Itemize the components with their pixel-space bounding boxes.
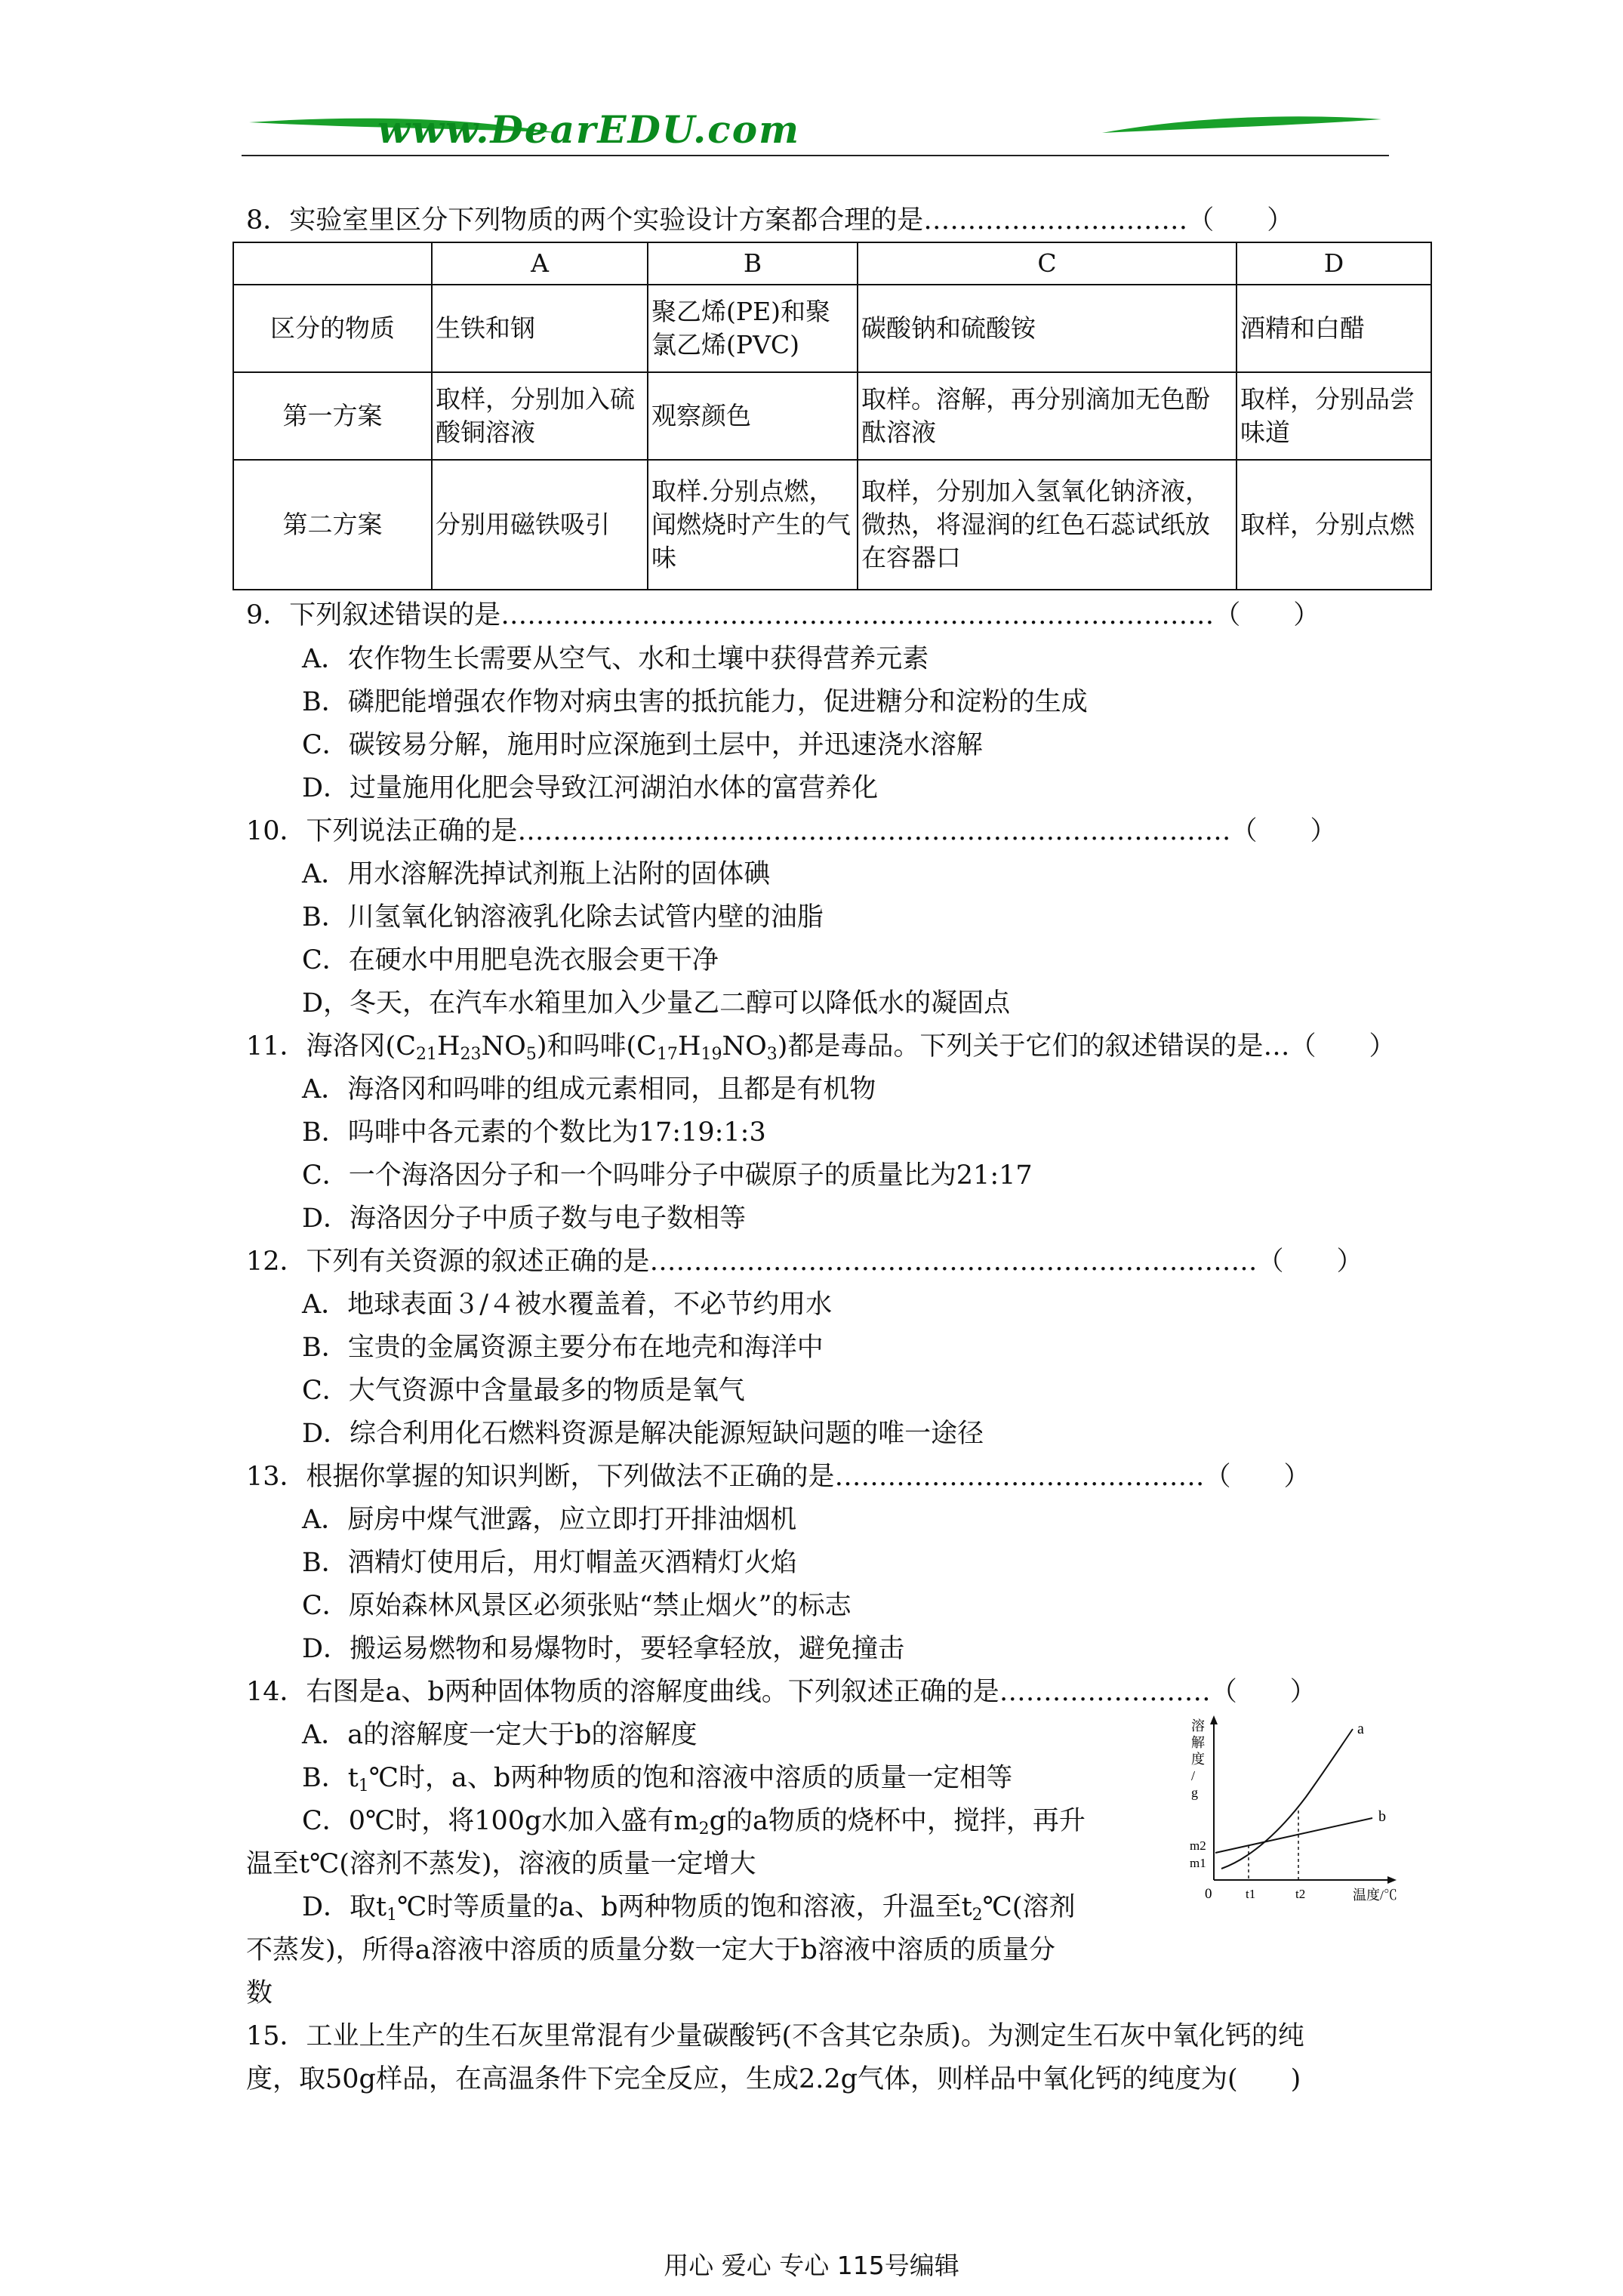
table-cell: 碳酸钠和硫酸铵 xyxy=(858,285,1236,372)
series-b-label: b xyxy=(1378,1808,1386,1825)
question-14-option-c-cont: 温至t℃(溶剂不蒸发)，溶液的质量一定增大 xyxy=(246,1849,756,1879)
table-row xyxy=(233,285,1431,372)
question-14-option-d: D．取$t_1℃$时等质量的a、b两种物质的饱和溶液，升温至$t_2℃$(溶剂 xyxy=(302,1892,1076,1925)
origin-label: 0 xyxy=(1205,1886,1212,1902)
question-9-option-c: C．碳铵易分解，施用时应深施到土层中，并迅速浇水溶解 xyxy=(302,730,983,760)
question-13-option-a: A．厨房中煤气泄露，应立即打开排油烟机 xyxy=(302,1505,797,1535)
table-cell: B xyxy=(648,242,858,285)
question-11-option-b: B．吗啡中各元素的个数比为17:19:1:3 xyxy=(302,1117,766,1148)
question-14-option-b: B．$t_1℃$时，a、b两种物质的饱和溶液中溶质的质量一定相等 xyxy=(302,1763,1013,1795)
series-b-line xyxy=(1215,1818,1372,1853)
question-14-option-d-cont2: 数 xyxy=(246,1978,273,2008)
table-cell: 聚乙烯(PE)和聚氯乙烯(PVC) xyxy=(648,285,858,372)
y-axis-label: 解 xyxy=(1191,1735,1205,1750)
x-axis-arrow xyxy=(1387,1876,1397,1884)
question-13-stem: 13．根据你掌握的知识判断，下列做法不正确的是……………………………………（ ） xyxy=(246,1462,1310,1492)
x-axis-label: 温度/℃ xyxy=(1353,1888,1398,1903)
table-cell: 生铁和钢 xyxy=(432,285,648,372)
question-9-option-b: B．磷肥能增强农作物对病虫害的抵抗能力，促进糖分和淀粉的生成 xyxy=(302,687,1088,717)
question-11-stem: 11．海洛冈$(C_{21}H_{23}NO_5)$和吗啡$(C_{17}H_{19}NO_3)$都是毒品。下列关于它们的叙述错误的是…（ ） xyxy=(246,1031,1396,1064)
table-cell: 第一方案 xyxy=(233,372,432,460)
y-axis-label: g xyxy=(1191,1785,1198,1800)
question-12-option-c: C．大气资源中含量最多的物质是氧气 xyxy=(302,1376,745,1406)
page-footer: 用心 爱心 专心 115号编辑 xyxy=(664,2251,959,2280)
question-8-stem: 8．实验室里区分下列物质的两个实验设计方案都合理的是…………………………（ ） xyxy=(246,205,1294,236)
question-10-stem: 10．下列说法正确的是………………………………………………………………………（ ） xyxy=(246,816,1337,846)
table-row xyxy=(233,372,1431,460)
y-axis-arrow xyxy=(1210,1715,1218,1724)
question-9-stem: 9．下列叙述错误的是………………………………………………………………………（ ） xyxy=(246,600,1320,630)
question-8-table xyxy=(233,242,1432,590)
question-13-option-d: D．搬运易燃物和易爆物时，要轻拿轻放，避免撞击 xyxy=(302,1634,905,1664)
question-14-stem: 14．右图是a、b两种固体物质的溶解度曲线。下列叙述正确的是……………………（ ） xyxy=(246,1677,1317,1707)
table-cell: 分别用磁铁吸引 xyxy=(432,460,648,590)
table-cell: 观察颜色 xyxy=(648,372,858,460)
question-10-option-a: A．用水溶解洗掉试剂瓶上沾附的固体碘 xyxy=(302,859,771,889)
table-cell: 酒精和白醋 xyxy=(1236,285,1431,372)
table-row xyxy=(233,460,1431,590)
table-cell: D xyxy=(1236,242,1431,285)
x-tick-label: t2 xyxy=(1295,1887,1306,1901)
question-10-option-d: D，冬天，在汽车水箱里加入少量乙二醇可以降低水的凝固点 xyxy=(302,988,1011,1019)
solubility-chart xyxy=(1185,1714,1412,1903)
table-cell: A xyxy=(432,242,648,285)
table-cell xyxy=(233,242,432,285)
y-axis-label: / xyxy=(1191,1768,1196,1783)
question-11-option-a: A．海洛冈和吗啡的组成元素相同，且都是有机物 xyxy=(302,1074,876,1105)
y-tick-label: m2 xyxy=(1190,1838,1206,1853)
question-13-option-c: C．原始森林风景区必须张贴“禁止烟火”的标志 xyxy=(302,1591,852,1621)
question-15-line1: 15．工业上生产的生石灰里常混有少量碳酸钙(不含其它杂质)。为测定生石灰中氧化钙的纯 xyxy=(246,2021,1304,2051)
question-12-option-b: B．宝贵的金属资源主要分布在地壳和海洋中 xyxy=(302,1333,824,1363)
question-12-option-a: A．地球表面３/４被水覆盖着，不必节约用水 xyxy=(302,1290,833,1320)
y-tick-label: m1 xyxy=(1190,1856,1206,1870)
y-axis-label: 度 xyxy=(1191,1752,1205,1767)
question-11-option-d: D．海洛因分子中质子数与电子数相等 xyxy=(302,1203,747,1234)
table-cell: 取样，分别点燃 xyxy=(1236,460,1431,590)
question-13-option-b: B．酒精灯使用后，用灯帽盖灭酒精灯火焰 xyxy=(302,1548,797,1578)
question-12-stem: 12．下列有关资源的叙述正确的是……………………………………………………………（ ） xyxy=(246,1247,1363,1277)
question-14-option-d-cont: 不蒸发)，所得a溶液中溶质的质量分数一定大于b溶液中溶质的质量分 xyxy=(246,1935,1055,1965)
question-14-option-c: C．0℃时，将100g水加入盛有$m_2g$的a物质的烧杯中，搅拌，再升 xyxy=(302,1806,1086,1838)
series-a-label: a xyxy=(1357,1721,1364,1737)
question-14-option-a: A．a的溶解度一定大于b的溶解度 xyxy=(302,1720,698,1750)
site-logo-text: www.DearEDU.com xyxy=(377,107,800,152)
question-11-option-c: C．一个海洛因分子和一个吗啡分子中碳原子的质量比为21:17 xyxy=(302,1160,1033,1191)
y-axis-label: 溶 xyxy=(1191,1718,1205,1734)
table-header-row xyxy=(233,242,1431,285)
question-10-option-b: B．川氢氧化钠溶液乳化除去试管内壁的油脂 xyxy=(302,902,824,932)
question-9-option-d: D．过量施用化肥会导致江河湖泊水体的富营养化 xyxy=(302,773,879,803)
x-tick-label: t1 xyxy=(1246,1887,1256,1901)
table-cell: C xyxy=(858,242,1236,285)
header-rule xyxy=(242,155,1389,156)
table-cell: 取样，分别品尝味道 xyxy=(1236,372,1431,460)
question-9-option-a: A．农作物生长需要从空气、水和土壤中获得营养元素 xyxy=(302,644,929,674)
question-12-option-d: D．综合利用化石燃料资源是解决能源短缺问题的唯一途径 xyxy=(302,1419,984,1449)
table-cell: 取样.分别点燃，闻燃烧时产生的气味 xyxy=(648,460,858,590)
table-cell: 第二方案 xyxy=(233,460,432,590)
table-cell: 取样。溶解，再分别滴加无色酚酞溶液 xyxy=(858,372,1236,460)
table-cell: 区分的物质 xyxy=(233,285,432,372)
question-10-option-c: C．在硬水中用肥皂洗衣服会更干净 xyxy=(302,945,719,975)
question-15-line2: 度，取50g样品，在高温条件下完全反应，生成2.2g气体，则样品中氧化钙的纯度为( ) xyxy=(246,2064,1301,2094)
table-cell: 取样，分别加入硫酸铜溶液 xyxy=(432,372,648,460)
table-cell: 取样，分别加入氢氧化钠济液，微热，将湿润的红色石蕊试纸放在容器口 xyxy=(858,460,1236,590)
